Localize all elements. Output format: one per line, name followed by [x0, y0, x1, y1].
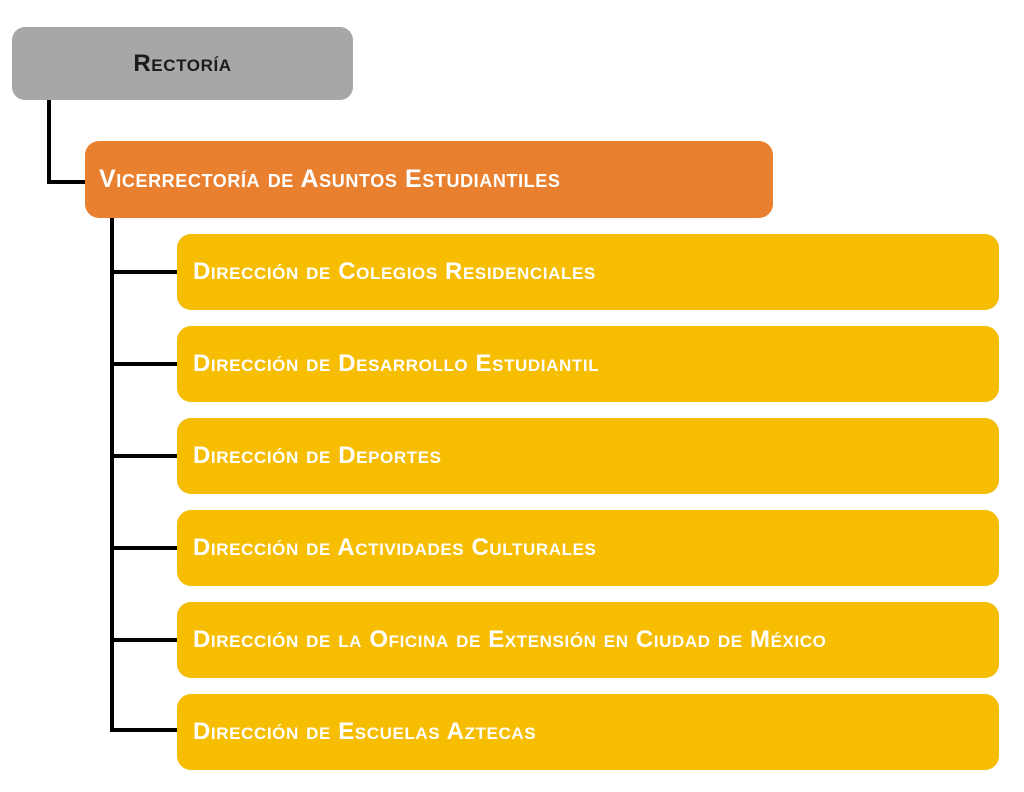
org-box-rectoria [12, 27, 353, 100]
org-box-label: Dirección de Deportes [193, 442, 442, 469]
org-box-label: Dirección de la Oficina de Extensión en Ciudad de México [193, 626, 827, 653]
org-box-direccion-deportes [177, 418, 999, 494]
org-box-vicerrectoria-label: Vicerrectoría de Asuntos Estudiantiles [99, 165, 561, 193]
connector-stub-6 [110, 728, 177, 732]
org-box-label: Dirección de Escuelas Aztecas [193, 718, 537, 745]
org-box-label: Dirección de Colegios Residenciales [193, 258, 596, 285]
org-box-vicerrectoria [85, 141, 773, 218]
connector-stub-5 [110, 638, 177, 642]
connector-stub-4 [110, 546, 177, 550]
org-box-label: Dirección de Actividades Culturales [193, 534, 597, 561]
connector-stub-3 [110, 454, 177, 458]
org-box-direccion-colegios-residenciales [177, 234, 999, 310]
connector-trunk-vertical [110, 218, 114, 732]
connector-root-horizontal [47, 180, 85, 184]
org-box-direccion-desarrollo-estudiantil [177, 326, 999, 402]
org-box-rectoria-label: Rectoría [133, 49, 232, 77]
org-box-direccion-escuelas-aztecas [177, 694, 999, 770]
org-box-direccion-actividades-culturales [177, 510, 999, 586]
connector-root-vertical [47, 100, 51, 184]
connector-stub-1 [110, 270, 177, 274]
org-box-label: Dirección de Desarrollo Estudiantil [193, 350, 600, 377]
org-box-direccion-oficina-extension-cdmx [177, 602, 999, 678]
connector-stub-2 [110, 362, 177, 366]
